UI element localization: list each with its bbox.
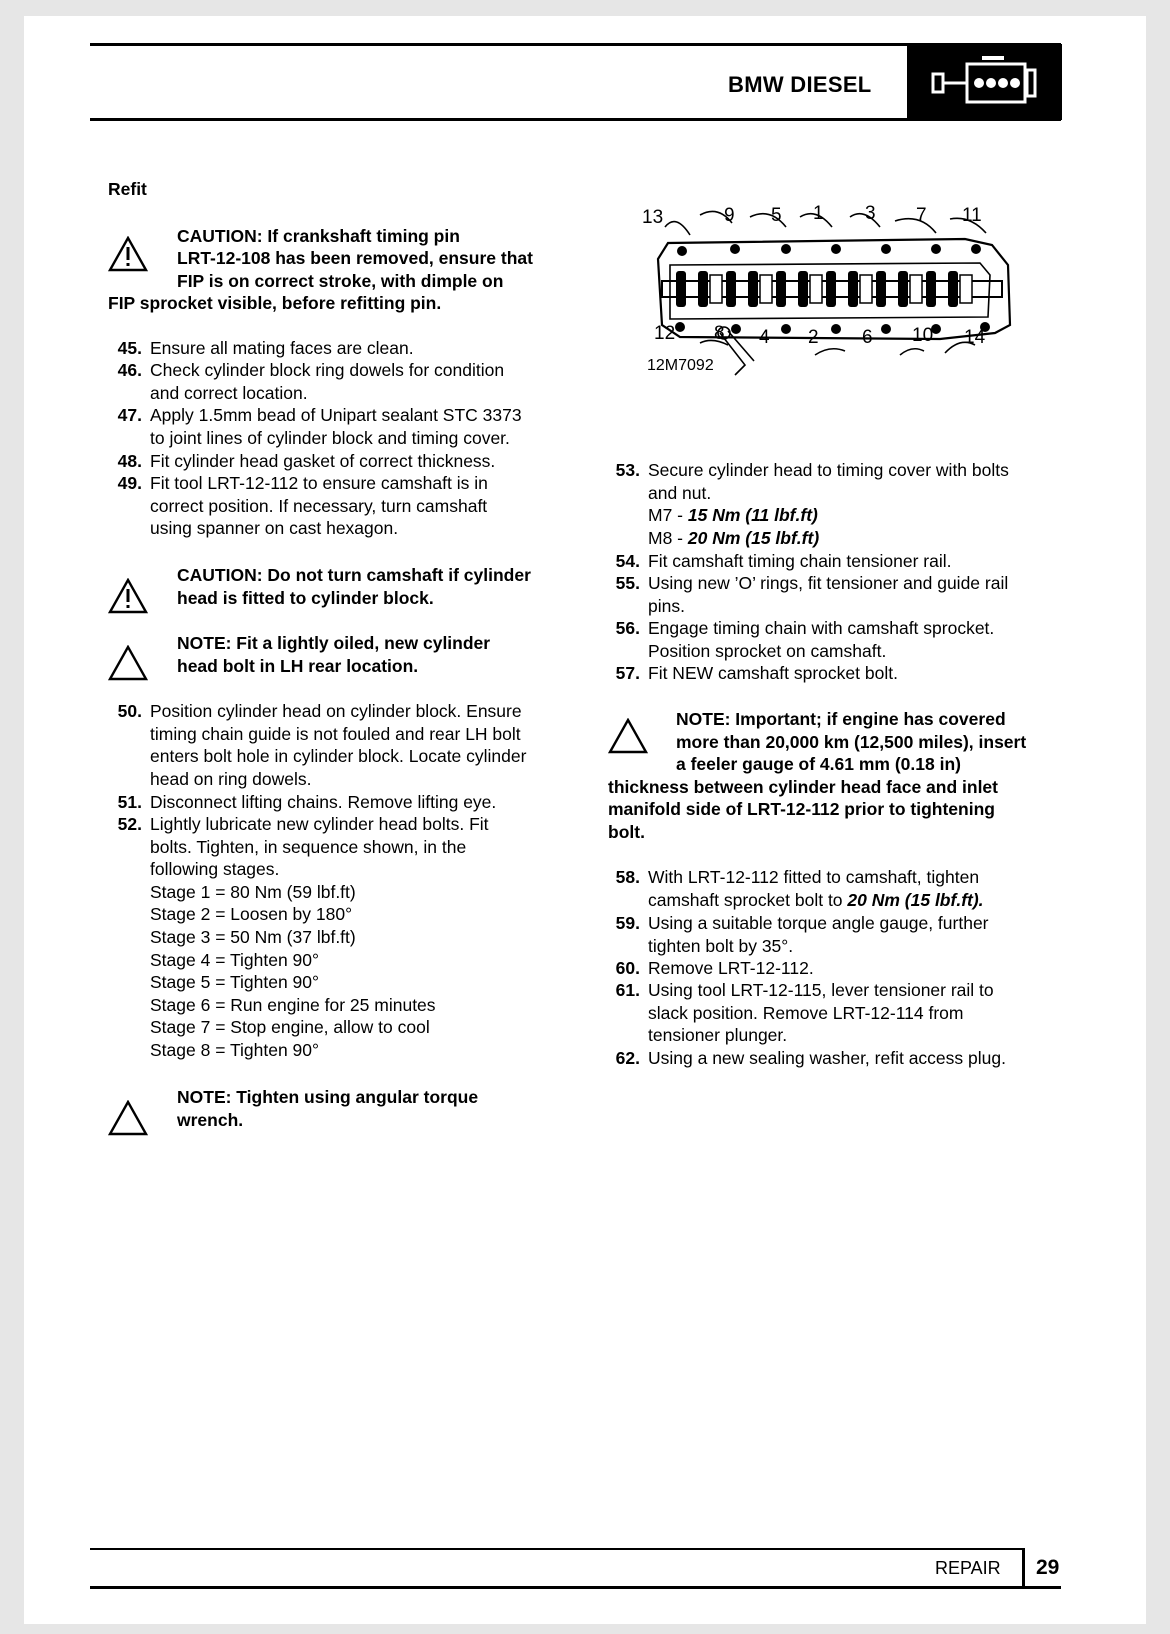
- step-number: 52.: [117, 814, 142, 834]
- step-text: Using tool LRT-12-115, lever tensioner rail to: [648, 980, 994, 1000]
- footer-bottom-rule: [90, 1586, 1061, 1589]
- stage-text: Stage 2 = Loosen by 180°: [150, 904, 353, 925]
- bolt-label: 12: [654, 323, 676, 344]
- step-text: Using a suitable torque angle gauge, further: [648, 913, 989, 933]
- step-text: bolts. Tighten, in sequence shown, in the: [150, 836, 467, 857]
- page-number: 29: [1036, 1556, 1060, 1579]
- step-number: 57.: [615, 663, 640, 683]
- step-text: and correct location.: [150, 382, 308, 403]
- step-number: 54.: [615, 551, 640, 571]
- caution-line: CAUTION: Do not turn camshaft if cylinder: [177, 565, 531, 585]
- stage-text: Stage 3 = 50 Nm (37 lbf.ft): [150, 927, 356, 947]
- caution-line: LRT-12-108 has been removed, ensure that: [177, 248, 533, 268]
- torque-value: 20 Nm (15 lbf.ft): [687, 527, 820, 548]
- torque-prefix: M7 -: [648, 505, 688, 526]
- bolt-label: 4: [759, 327, 770, 348]
- step-text: Fit tool LRT-12-112 to ensure camshaft is in: [150, 473, 488, 493]
- bolt-label: 10: [912, 325, 934, 346]
- step-text: Engage timing chain with camshaft sprocket.: [648, 618, 995, 638]
- stage-text: Stage 1 = 80 Nm (59 lbf.ft): [150, 881, 356, 902]
- torque-value: 20 Nm (15 lbf.ft).: [847, 889, 984, 910]
- figure-code: 12M7092: [647, 357, 714, 374]
- bolt-label: 9: [724, 205, 735, 226]
- step-text: Position sprocket on camshaft.: [648, 640, 887, 661]
- step-number: 53.: [615, 460, 640, 480]
- footer-section: REPAIR: [935, 1558, 1001, 1578]
- bolt-label: 6: [862, 327, 873, 348]
- caution-line: head is fitted to cylinder block.: [177, 588, 434, 608]
- step-number: 49.: [117, 473, 142, 493]
- step-number: 50.: [117, 701, 142, 721]
- bolt-label: 13: [642, 207, 664, 228]
- step-number: 59.: [615, 913, 640, 933]
- cylinder-head-bolt-diagram: [640, 205, 1025, 385]
- step-text: Disconnect lifting chains. Remove lifting eye.: [150, 792, 497, 812]
- step-number: 48.: [117, 451, 142, 471]
- bolt-label: 11: [962, 205, 982, 226]
- note-line: more than 20,000 km (12,500 miles), insert: [676, 732, 1027, 752]
- caution-line: CAUTION: If crankshaft timing pin: [177, 226, 460, 246]
- stage-text: Stage 6 = Run engine for 25 minutes: [150, 994, 436, 1015]
- header-title: BMW DIESEL: [728, 72, 872, 97]
- step-text: Fit NEW camshaft sprocket bolt.: [648, 663, 898, 683]
- engine-icon: [907, 44, 1062, 120]
- step-text: using spanner on cast hexagon.: [150, 518, 399, 539]
- stage-text: Stage 8 = Tighten 90°: [150, 1040, 320, 1060]
- step-text: tensioner plunger.: [648, 1025, 788, 1046]
- caution-line: FIP sprocket visible, before refitting pin.: [108, 293, 442, 313]
- note-line: NOTE: Fit a lightly oiled, new cylinder: [177, 633, 491, 653]
- step-text: tighten bolt by 35°.: [648, 935, 794, 956]
- caution-line: FIP is on correct stroke, with dimple on: [177, 271, 504, 291]
- note-line: bolt.: [608, 822, 645, 842]
- note-line: manifold side of LRT-12-112 prior to tightening: [608, 799, 995, 819]
- step-number: 47.: [117, 405, 142, 425]
- step-text: enters bolt hole in cylinder block. Locate cylinder: [150, 746, 527, 767]
- step-text: Using new ’O’ rings, fit tensioner and guide rail: [648, 573, 1009, 593]
- step-text: slack position. Remove LRT-12-114 from: [648, 1002, 964, 1023]
- caution-icon: [108, 578, 148, 614]
- step-text: to joint lines of cylinder block and timing cover.: [150, 427, 510, 448]
- step-text: correct position. If necessary, turn camshaft: [150, 495, 488, 516]
- stage-text: Stage 5 = Tighten 90°: [150, 972, 320, 993]
- step-text: Fit cylinder head gasket of correct thickness.: [150, 451, 496, 471]
- step-number: 58.: [615, 867, 640, 887]
- step-text: Lightly lubricate new cylinder head bolts. Fit: [150, 814, 489, 834]
- step-text: Using a new sealing washer, refit access plug.: [648, 1048, 1006, 1068]
- step-number: 45.: [117, 338, 142, 358]
- bolt-label: 14: [964, 327, 986, 348]
- torque-spec: [648, 504, 818, 527]
- caution-icon: [108, 236, 148, 272]
- section-heading: Refit: [108, 179, 147, 199]
- note-line: NOTE: Tighten using angular torque: [177, 1087, 479, 1107]
- bolt-label: 8: [714, 323, 725, 344]
- step-number: 61.: [615, 980, 640, 1000]
- step-number: 62.: [615, 1048, 640, 1068]
- step-text: Fit camshaft timing chain tensioner rail.: [648, 551, 952, 571]
- torque-prefix: M8 -: [648, 527, 688, 548]
- step-text: [648, 889, 984, 912]
- step-text: Apply 1.5mm bead of Unipart sealant STC 3373: [150, 405, 522, 425]
- note-line: a feeler gauge of 4.61 mm (0.18 in): [676, 754, 961, 774]
- step-text: and nut.: [648, 482, 712, 503]
- step-number: 60.: [615, 958, 640, 978]
- note-line: NOTE: Important; if engine has covered: [676, 709, 1006, 729]
- note-line: wrench.: [177, 1110, 244, 1130]
- note-icon: [108, 645, 148, 681]
- step-text: head on ring dowels.: [150, 768, 312, 789]
- stage-text: Stage 4 = Tighten 90°: [150, 949, 320, 970]
- footer-divider: [1022, 1548, 1025, 1588]
- step-number: 55.: [615, 573, 640, 593]
- stage-text: Stage 7 = Stop engine, allow to cool: [150, 1017, 430, 1038]
- step-text: timing chain guide is not fouled and rear LH bolt: [150, 723, 521, 744]
- note-icon: [108, 1100, 148, 1136]
- step-number: 51.: [117, 792, 142, 812]
- step-text: Position cylinder head on cylinder block. Ensure: [150, 701, 522, 721]
- footer-top-rule: [90, 1548, 1022, 1550]
- step-text: Secure cylinder head to timing cover with bolts: [648, 460, 1009, 480]
- bolt-label: 7: [916, 205, 927, 226]
- step-text-prefix: camshaft sprocket bolt to: [648, 889, 848, 910]
- note-line: thickness between cylinder head face and inlet: [608, 777, 998, 797]
- note-icon: [608, 718, 648, 754]
- bolt-label: 1: [813, 203, 824, 224]
- step-text: pins.: [648, 595, 685, 616]
- bolt-label: 3: [865, 203, 876, 224]
- step-number: 56.: [615, 618, 640, 638]
- torque-spec: [648, 527, 819, 550]
- step-text: With LRT-12-112 fitted to camshaft, tighten: [648, 867, 980, 887]
- bolt-label: 2: [808, 327, 819, 348]
- step-text: Remove LRT-12-112.: [648, 958, 814, 978]
- step-text: Ensure all mating faces are clean.: [150, 338, 414, 358]
- torque-value: 15 Nm (11 lbf.ft): [687, 505, 818, 526]
- step-text: Check cylinder block ring dowels for condition: [150, 360, 505, 380]
- page-bottom-edge: [24, 1624, 1146, 1634]
- note-line: head bolt in LH rear location.: [177, 656, 419, 676]
- step-number: 46.: [117, 360, 142, 380]
- bolt-label: 5: [771, 205, 782, 226]
- step-text: following stages.: [150, 859, 280, 880]
